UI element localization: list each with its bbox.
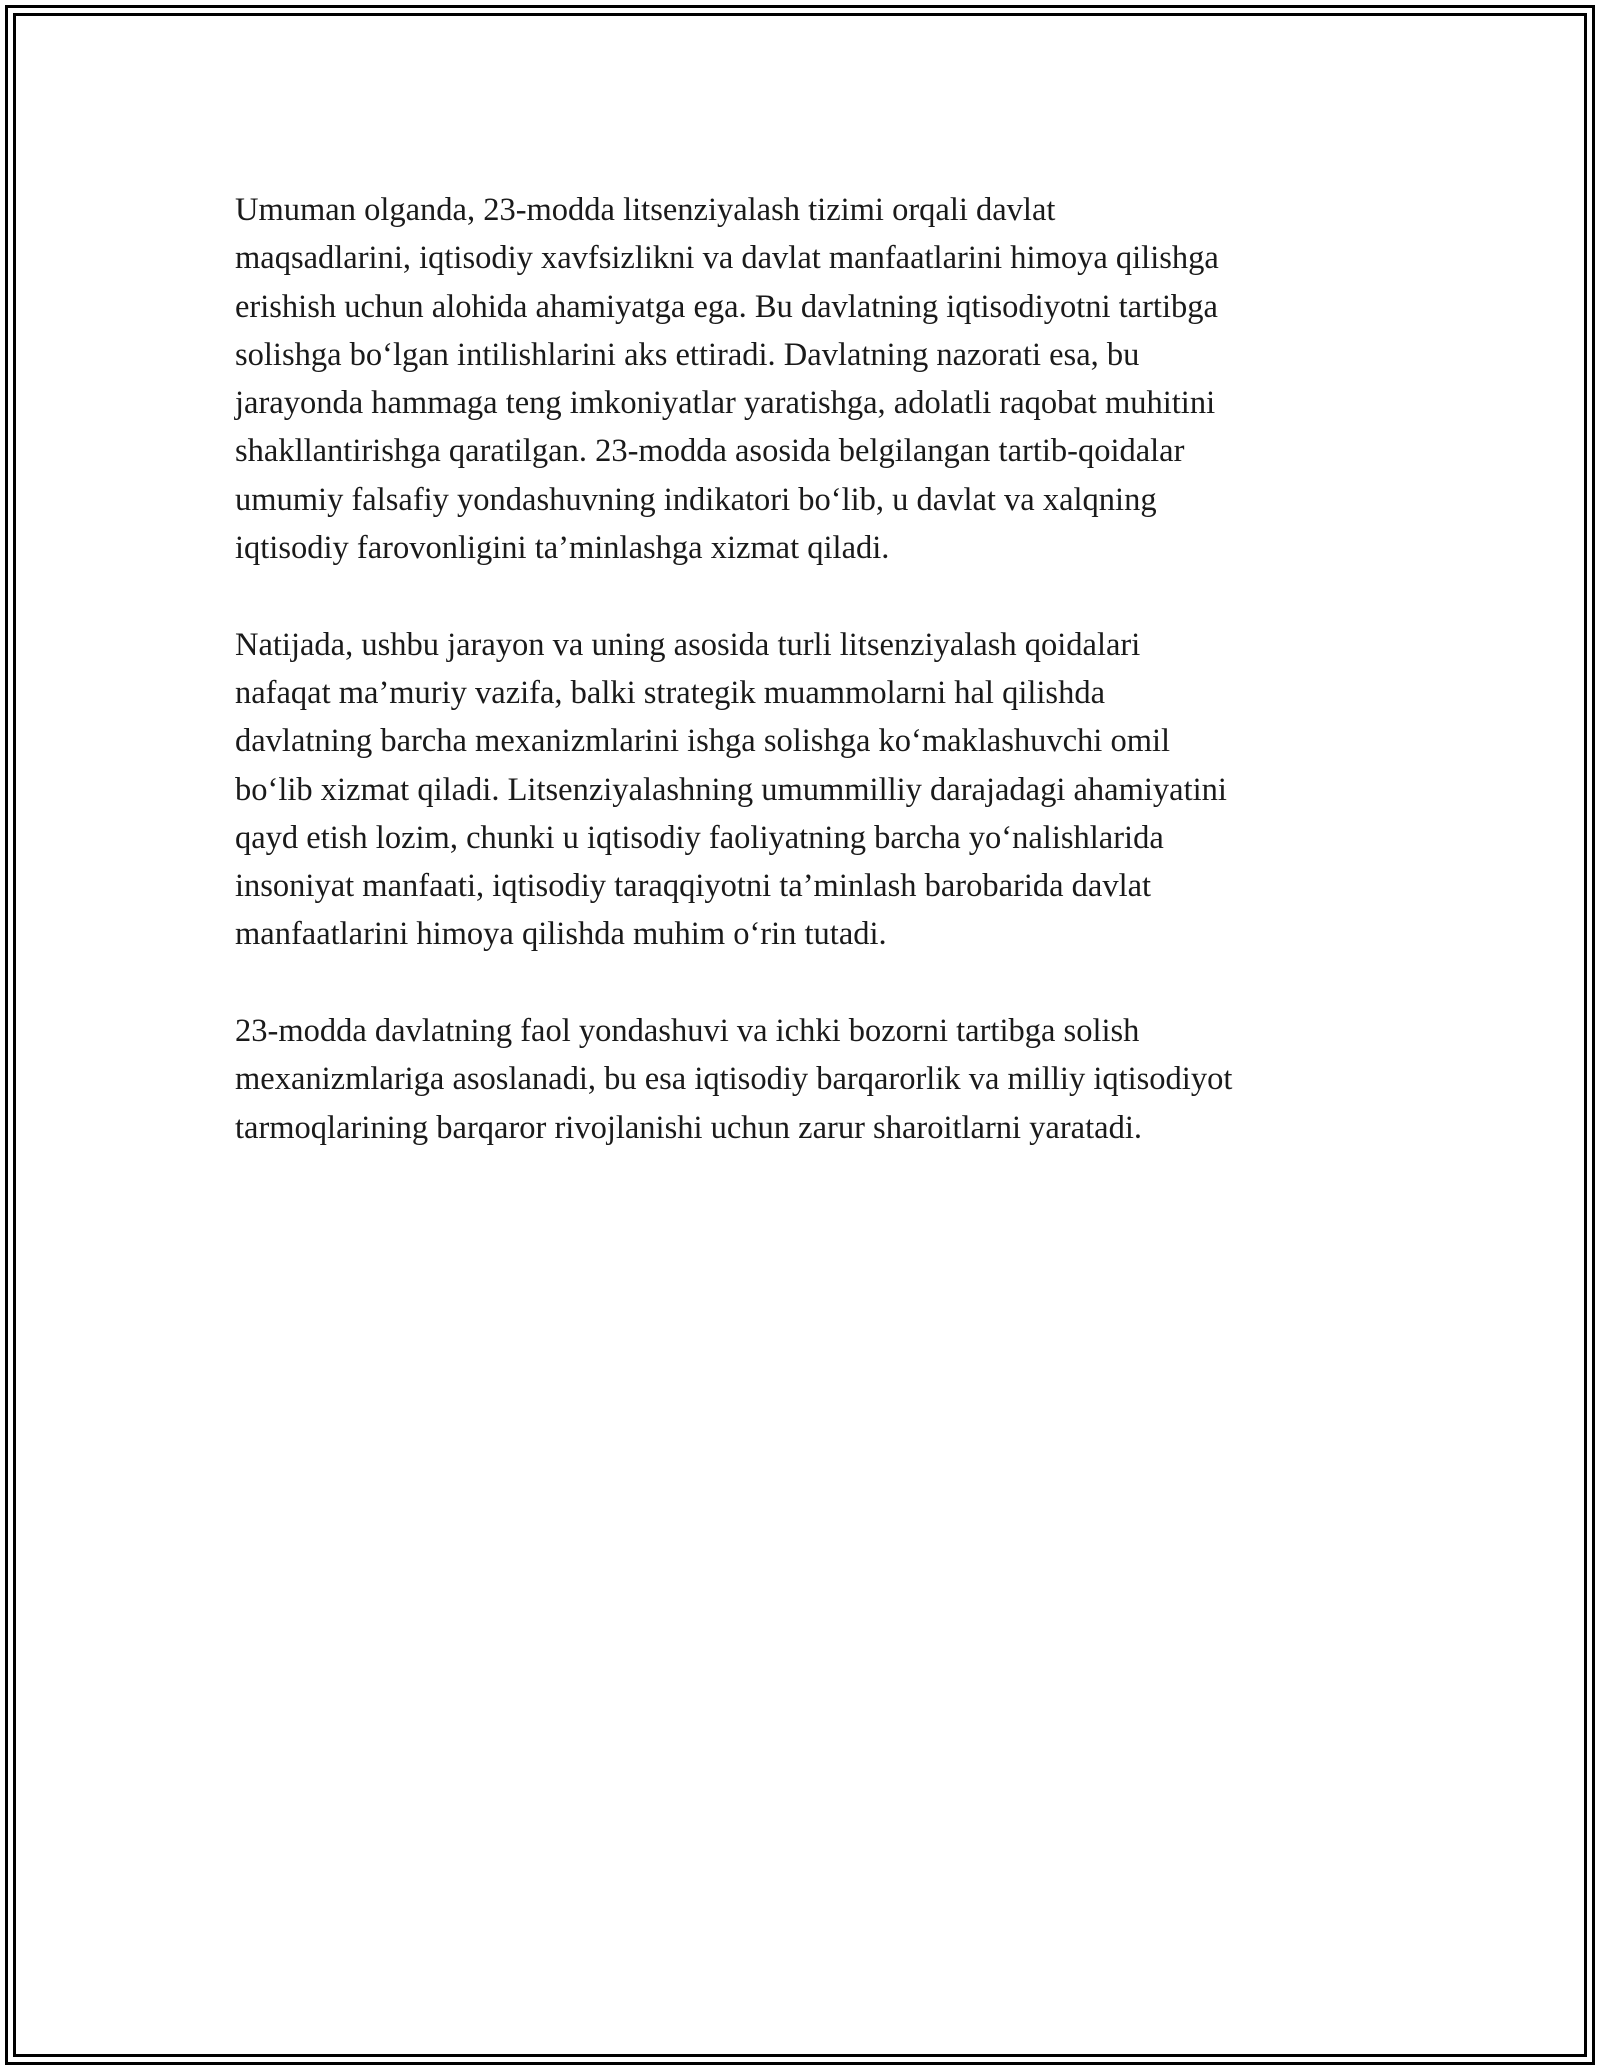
text-line: solishga bo‘lgan intilishlarini aks ettiradi. Davlatning nazorati esa, bu xyxy=(235,336,1140,373)
document-body xyxy=(235,186,1375,1200)
text-line: davlatning barcha mexanizmlarini ishga solishga ko‘maklashuvchi omil xyxy=(235,723,1171,760)
text-line: bo‘lib xizmat qiladi. Litsenziyalashning umummilliy darajadagi ahamiyatini xyxy=(235,771,1227,808)
text-line: shakllantirishga qaratilgan. 23-modda asosida belgilangan tartib-qoidalar xyxy=(235,433,1185,470)
text-line: jarayonda hammaga teng imkoniyatlar yaratishga, adolatli raqobat muhitini xyxy=(235,385,1216,422)
text-line: Umuman olganda, 23-modda litsenziyalash tizimi orqali davlat xyxy=(235,192,1056,228)
paragraph-2 xyxy=(235,621,1375,959)
text-line: nafaqat ma’muriy vazifa, balki strategik muammolarni hal qilishda xyxy=(235,674,1105,711)
text-line: insoniyat manfaati, iqtisodiy taraqqiyotni ta’minlash barobarida davlat xyxy=(235,868,1152,905)
text-line: 23-modda davlatning faol yondashuvi va ichki bozorni tartibga solish xyxy=(235,1013,1140,1050)
text-line: tarmoqlarining barqaror rivojlanishi uchun zarur sharoitlarni yaratadi. xyxy=(235,1109,1142,1146)
text-line: iqtisodiy farovonligini ta’minlashga xizmat qiladi. xyxy=(235,530,890,567)
text-line: Natijada, ushbu jarayon va uning asosida turli litsenziyalash qoidalari xyxy=(235,626,1141,663)
text-line: mexanizmlariga asoslanadi, bu esa iqtisodiy barqarorlik va milliy iqtisodiyot xyxy=(235,1061,1233,1098)
paragraph-1 xyxy=(235,186,1375,572)
text-line: erishish uchun alohida ahamiyatga ega. Bu davlatning iqtisodiyotni tartibga xyxy=(235,288,1218,325)
text-line: manfaatlarini himoya qilishda muhim o‘rin tutadi. xyxy=(235,916,887,953)
text-line: maqsadlarini, iqtisodiy xavfsizlikni va davlat manfaatlarini himoya qilishga xyxy=(235,240,1219,277)
text-line: umumiy falsafiy yondashuvning indikatori bo‘lib, u davlat va xalqning xyxy=(235,481,1157,518)
text-line: qayd etish lozim, chunki u iqtisodiy faoliyatning barcha yo‘nalishlarida xyxy=(235,819,1164,856)
paragraph-3 xyxy=(235,1007,1375,1152)
